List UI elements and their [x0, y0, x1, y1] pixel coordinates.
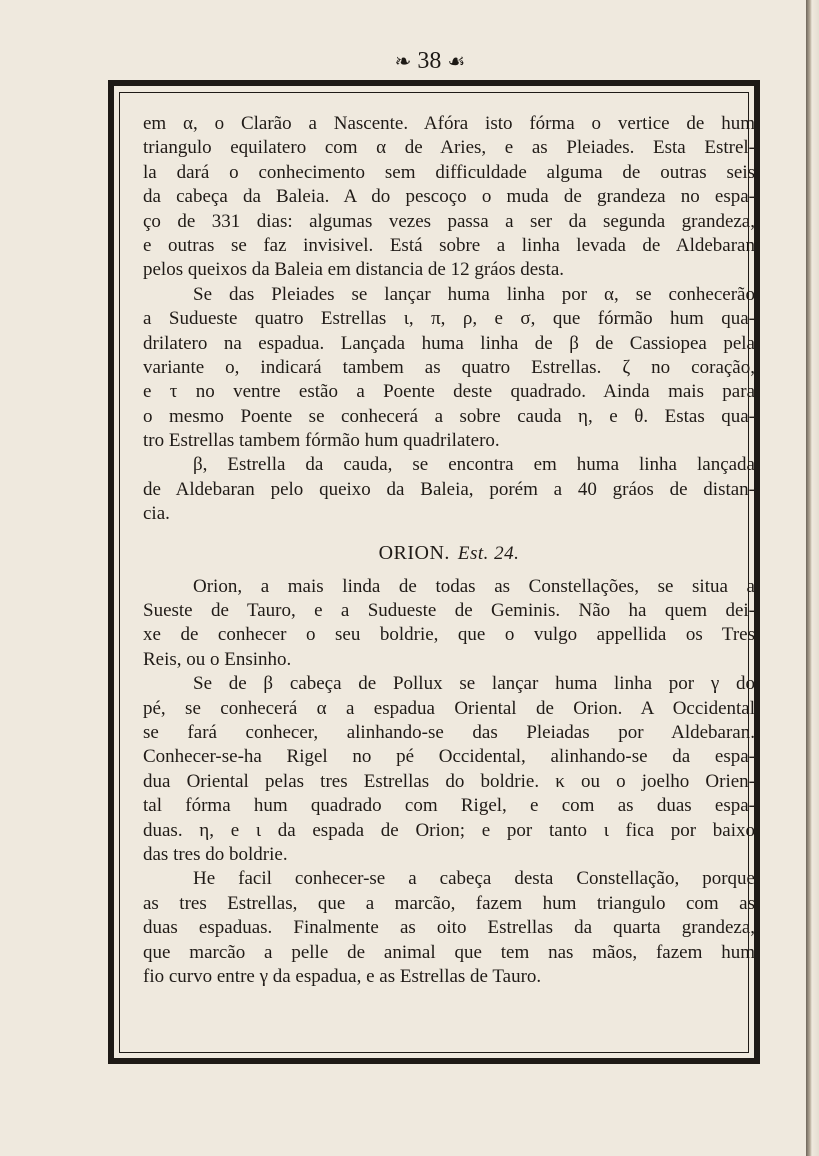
text-line: a Sudueste quatro Estrellas ι, π, ρ, e σ, que fórmão hum qua-	[143, 308, 755, 330]
paragraph	[143, 672, 755, 867]
paragraph	[143, 283, 755, 454]
text-line: xe de conhecer o seu boldrie, que o vulgo appellida os Tres	[143, 624, 755, 646]
text-line: as tres Estrellas, que a marcão, fazem hum triangulo com as	[143, 892, 755, 914]
text-line: He facil conhecer-se a cabeça desta Constellação, porque	[193, 868, 755, 890]
page-text	[143, 112, 755, 989]
section-heading	[143, 537, 755, 569]
text-line: pelos queixos da Baleia em distancia de 12 gráos desta.	[143, 259, 565, 281]
text-line: Orion, a mais linda de todas as Constellações, se situa a	[193, 575, 755, 597]
text-line: que marcão a pelle de animal que tem nas mãos, fazem hum	[143, 941, 755, 963]
section-title: ORION.	[378, 541, 450, 564]
text-line: o mesmo Poente se conhecerá a sobre cauda η, e θ. Estas qua-	[143, 405, 755, 427]
text-line: Sueste de Tauro, e a Sudueste de Geminis. Não ha quem dei-	[143, 600, 755, 622]
text-line: ço de 331 dias: algumas vezes passa a ser da segunda grandeza,	[143, 210, 755, 232]
text-line: β, Estrella da cauda, se encontra em huma linha lançada	[193, 454, 755, 476]
paragraph	[143, 112, 755, 283]
text-line: duas espaduas. Finalmente as oito Estrellas da quarta grandeza,	[143, 917, 755, 939]
text-line: fio curvo entre γ da espadua, e as Estrellas de Tauro.	[143, 965, 542, 987]
text-line: cia.	[143, 503, 170, 525]
text-line: duas. η, e ι da espada de Orion; e por tanto ι fica por baixo	[143, 819, 755, 841]
text-line: e outras se faz invisivel. Está sobre a linha levada de Aldebaran	[143, 234, 755, 256]
text-line: dua Oriental pelas tres Estrellas do boldrie. κ ou o joelho Orien-	[143, 770, 755, 792]
text-line: drilatero na espadua. Lançada huma linha de β de Cassiopea pela	[143, 332, 755, 354]
text-line: Se das Pleiades se lançar huma linha por α, se conhecerão	[193, 283, 755, 305]
text-line: Se de β cabeça de Pollux se lançar huma linha por γ do	[193, 673, 755, 695]
page-edge	[806, 0, 819, 1156]
text-line: variante ο, indicará tambem as quatro Estrellas. ζ no coração,	[143, 356, 755, 378]
paragraph	[143, 575, 755, 673]
text-line: se fará conhecer, alinhando-se das Pleiadas por Aldebaran.	[143, 721, 755, 743]
plate-reference: Est. 24.	[457, 542, 520, 564]
text-line: da cabeça da Baleia. A do pescoço ο muda de grandeza no espa-	[143, 186, 755, 208]
text-line: em α, o Clarão a Nascente. Afóra isto fórma o vertice de hum	[143, 113, 755, 134]
page-header	[370, 46, 490, 76]
text-line: triangulo equilatero com α de Aries, e as Pleiades. Esta Estrel-	[143, 137, 755, 159]
text-line: das tres do boldrie.	[143, 843, 288, 865]
text-line: Reis, ou o Ensinho.	[143, 648, 292, 670]
paragraph	[143, 453, 755, 526]
text-line: tro Estrellas tambem fórmão hum quadrilatero.	[143, 430, 500, 452]
paragraph	[143, 867, 755, 989]
text-line: la dará o conhecimento sem difficuldade alguma de outras seis	[143, 161, 755, 183]
text-line: e τ no ventre estão a Poente deste quadrado. Ainda mais para	[143, 381, 755, 403]
text-line: de Aldebaran pelo queixo da Baleia, porém a 40 gráos de distan-	[143, 478, 755, 500]
page-number: 38	[417, 48, 442, 74]
text-line: pé, se conhecerá α a espadua Oriental de Orion. A Occidental	[143, 697, 755, 719]
text-line: tal fórma hum quadrado com Rigel, e com as duas espa-	[143, 795, 755, 817]
text-line: Conhecer-se-ha Rigel no pé Occidental, alinhando-se da espa-	[143, 746, 755, 768]
ornament-right-icon: ☙	[447, 49, 466, 73]
ornament-left-icon: ❧	[394, 49, 412, 73]
